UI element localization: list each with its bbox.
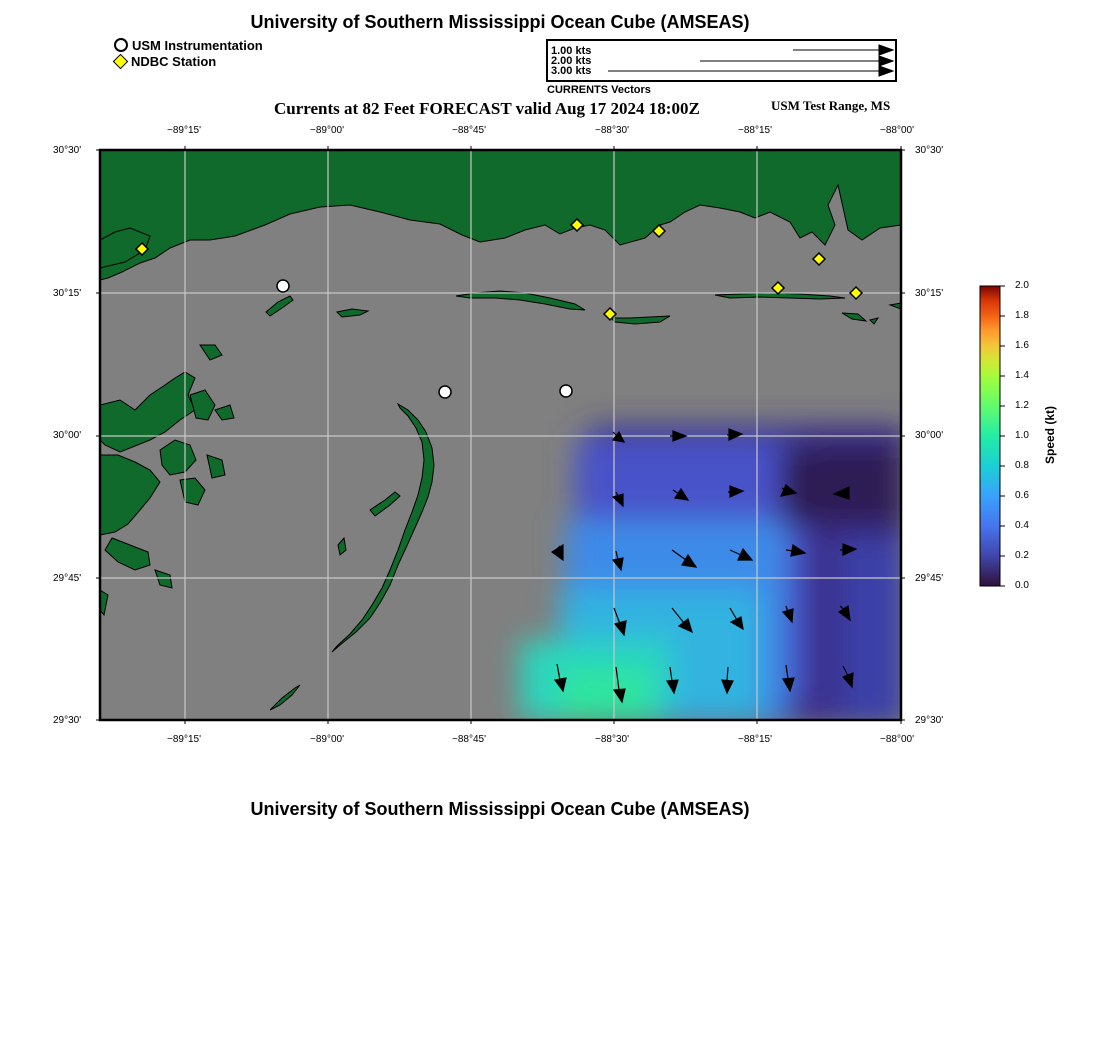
lat-tick-label: 29°45' (915, 573, 944, 584)
lon-tick-label: −89°00' (310, 734, 344, 745)
lat-tick-label: 30°15' (53, 288, 82, 299)
lat-tick-label: 29°30' (915, 715, 944, 726)
lat-tick-label: 30°30' (915, 145, 944, 156)
lon-tick-label: −88°15' (738, 734, 772, 745)
lon-tick-label: −88°30' (595, 125, 629, 136)
usm-instrument-icon (439, 386, 451, 398)
ndbc-legend-label: NDBC Station (131, 53, 217, 69)
lon-tick-label: −89°00' (310, 125, 344, 136)
range-label: USM Test Range, MS (771, 98, 891, 113)
map-title: University of Southern Mississippi Ocean Cube (AMSEAS) (250, 12, 750, 32)
lon-tick-label: −88°45' (452, 125, 486, 136)
lon-tick-label: −88°30' (595, 734, 629, 745)
lon-tick-label: −89°15' (167, 125, 201, 136)
footer-title: University of Southern Mississippi Ocean Cube (AMSEAS) (250, 799, 750, 819)
colorbar (980, 286, 1000, 586)
lon-tick-label: −88°15' (738, 125, 772, 136)
colorbar-tick-label: 2.0 (1015, 280, 1029, 291)
vector-key-label: 2.00 kts (551, 55, 592, 67)
colorbar-tick-label: 1.6 (1015, 340, 1029, 351)
colorbar-tick-label: 1.8 (1015, 310, 1029, 321)
usm-legend-label: USM Instrumentation (132, 37, 263, 53)
lat-tick-label: 30°30' (53, 145, 82, 156)
usm-instrument-icon (277, 280, 289, 292)
colorbar-tick-label: 0.4 (1015, 520, 1029, 531)
lon-tick-label: −88°45' (452, 734, 486, 745)
vector-key-label: 1.00 kts (551, 45, 592, 57)
lat-tick-label: 30°00' (53, 430, 82, 441)
usm-instrument-icon (560, 385, 572, 397)
forecast-subtitle: Currents at 82 Feet FORECAST valid Aug 17 2024 18:00Z (274, 99, 700, 118)
lon-tick-label: −88°00' (880, 734, 914, 745)
lat-tick-label: 29°45' (53, 573, 82, 584)
colorbar-tick-label: 0.0 (1015, 580, 1029, 591)
colorbar-ticks (1000, 286, 1005, 586)
colorbar-tick-label: 0.8 (1015, 460, 1029, 471)
colorbar-tick-label: 0.2 (1015, 550, 1029, 561)
lon-tick-label: −88°00' (880, 125, 914, 136)
lon-tick-label: −89°15' (167, 734, 201, 745)
colorbar-tick-label: 1.0 (1015, 430, 1029, 441)
colorbar-tick-label: 0.6 (1015, 490, 1029, 501)
colorbar-tick-label: 1.4 (1015, 370, 1029, 381)
vector-key-caption: CURRENTS Vectors (547, 84, 651, 96)
colorbar-tick-label: 1.2 (1015, 400, 1029, 411)
vector-key-label: 3.00 kts (551, 65, 592, 77)
lat-tick-label: 30°15' (915, 288, 944, 299)
colorbar-title: Speed (kt) (1043, 406, 1057, 465)
lat-tick-label: 29°30' (53, 715, 82, 726)
lat-tick-label: 30°00' (915, 430, 944, 441)
